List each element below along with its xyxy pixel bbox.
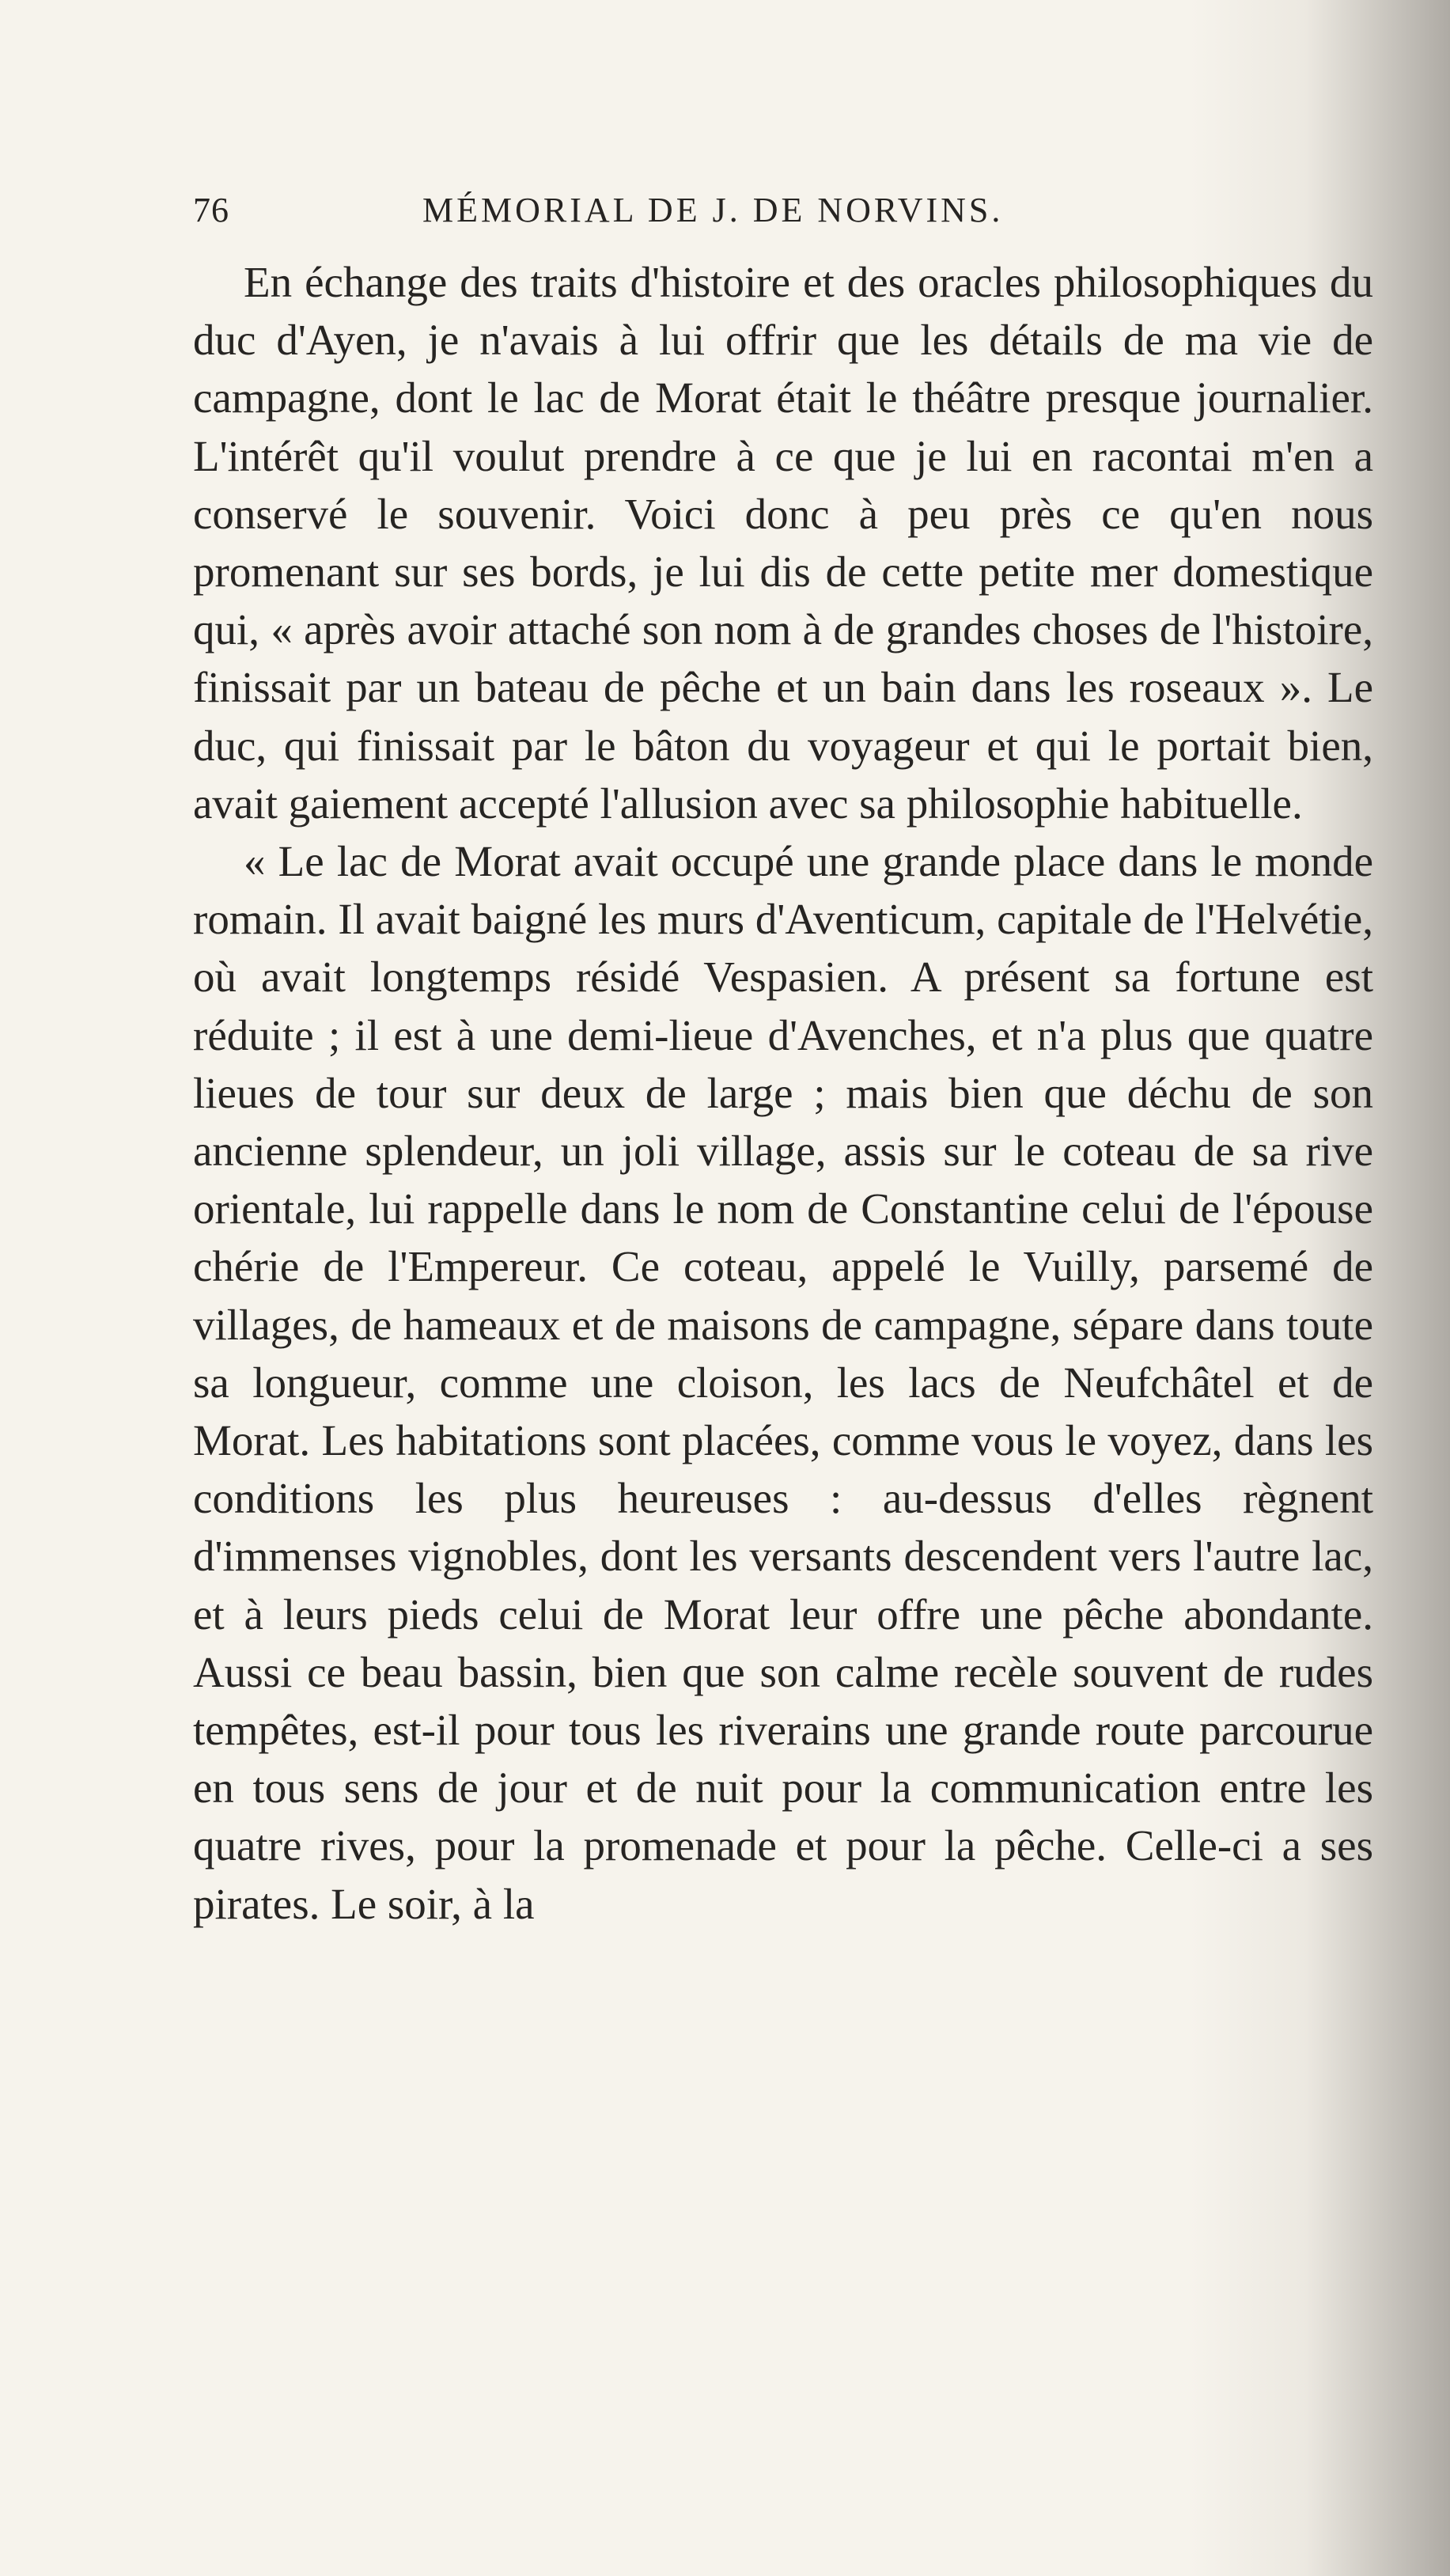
running-title: MÉMORIAL DE J. DE NORVINS.: [422, 191, 1004, 229]
page-number: 76: [193, 191, 229, 229]
paragraph: En échange des traits d'histoire et des oracles philosophiques du duc d'Ayen, je n'avais à lui offrir que les détails de ma vie de campagne, dont le lac de Morat était le théâtre presque journalier. L'intérêt qu'il voulut prendre à ce que je lui en racontai m'en a conservé le souvenir. Voici donc à peu près ce qu'en nous promenant sur ses bords, je lui dis de cette petite mer domestique qui, « après avoir attaché son nom à de grandes choses de l'histoire, finissait par un bateau de pêche et un bain dans les roseaux ». Le duc, qui finissait par le bâton du voyageur et qui le portait bien, avait gaiement accepté l'allusion avec sa philosophie habituelle.: [193, 258, 1373, 828]
page-header: [193, 190, 1126, 237]
body-text: [193, 253, 1373, 1933]
paragraph: « Le lac de Morat avait occupé une grande place dans le monde romain. Il avait baigné les murs d'Aventicum, capitale de l'Helvétie, où avait longtemps résidé Vespasien. A présent sa fortune est réduite ; il est à une demi-lieue d'Avenches, et n'a plus que quatre lieues de tour sur deux de large ; mais bien que déchu de son ancienne splendeur, un joli village, assis sur le coteau de sa rive orientale, lui rappelle dans le nom de Constantine celui de l'épouse chérie de l'Empereur. Ce coteau, appelé le Vuilly, parsemé de villages, de hameaux et de maisons de campagne, sépare dans toute sa longueur, comme une cloison, les lacs de Neufchâtel et de Morat. Les habitations sont placées, comme vous le voyez, dans les conditions les plus heureuses : au-dessus d'elles règnent d'immenses vignobles, dont les versants descendent vers l'autre lac, et à leurs pieds celui de Morat leur offre une pêche abondante. Aussi ce beau bassin, bien que son calme recèle souvent de rudes tempêtes, est-il pour tous les riverains une grande route parcourue en tous sens de jour et de nuit pour la communication entre les quatre rives, pour la promenade et pour la pêche. Celle-ci a ses pirates. Le soir, à la: [193, 837, 1373, 1928]
